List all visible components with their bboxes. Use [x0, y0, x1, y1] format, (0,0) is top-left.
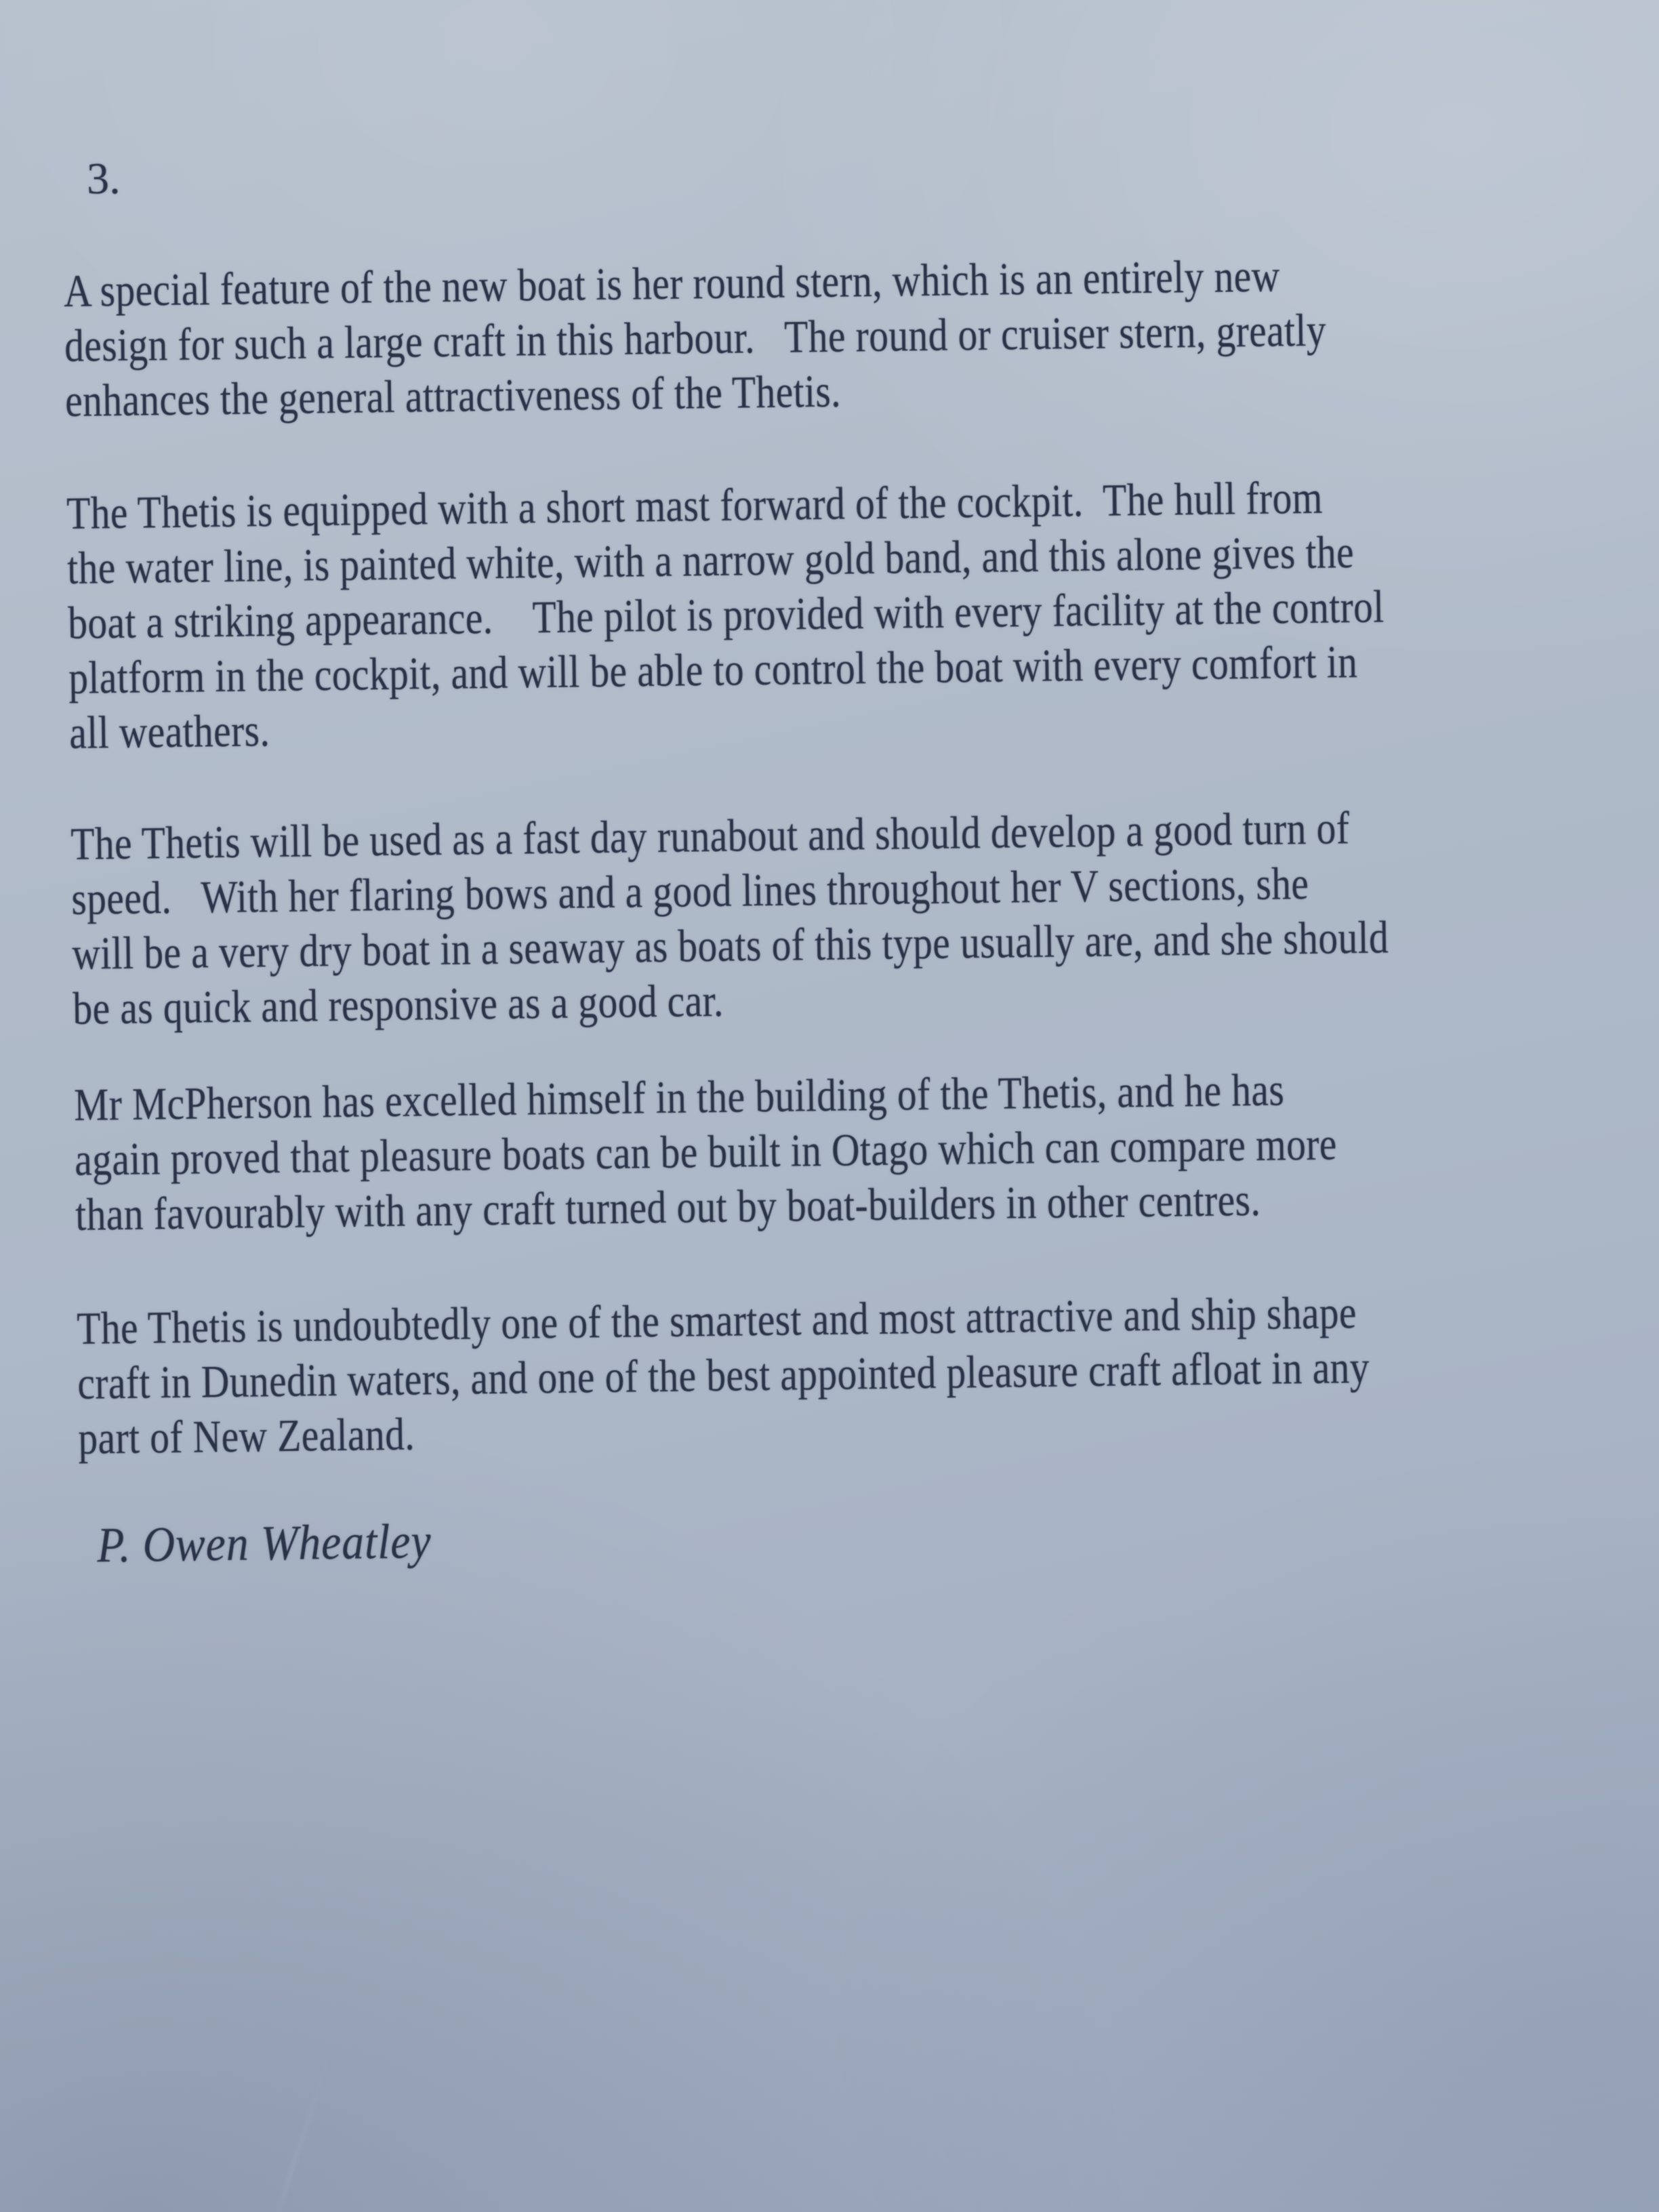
text-line: design for such a large craft in this harbour. The round or cruiser stern, greatly: [64, 304, 1327, 372]
text-line: A special feature of the new boat is her round stern, which is an entirely new: [63, 249, 1280, 317]
text-line: all weathers.: [68, 704, 270, 759]
text-line: the water line, is painted white, with a narrow gold band, and this alone gives the: [66, 526, 1355, 594]
text-line: will be a very dry boat in a seaway as boats of this type usually are, and she should: [71, 911, 1389, 979]
text-line: part of New Zealand.: [77, 1408, 415, 1464]
text-line: be as quick and responsive as a good car.: [72, 974, 724, 1034]
text-line: again proved that pleasure boats can be built in Otago which can compare more: [74, 1118, 1338, 1185]
paragraph: [70, 800, 1390, 1036]
text-line: enhances the general attractiveness of the Thetis.: [64, 365, 842, 427]
text-line: The Thetis will be used as a fast day runabout and should develop a good turn of: [70, 802, 1350, 870]
text-line: speed. With her flaring bows and a good lines throughout her V sections, she: [70, 857, 1309, 925]
text-line: The Thetis is undoubtedly one of the smartest and most attractive and ship shape: [76, 1286, 1357, 1354]
text-line: than favourably with any craft turned out by boat-builders in other centres.: [75, 1173, 1261, 1240]
text-line: The Thetis is equipped with a short mast forward of the cockpit. The hull from: [66, 471, 1324, 539]
paragraph: [66, 470, 1386, 760]
text-line: boat a striking appearance. The pilot is provided with every facility at the control: [67, 580, 1385, 649]
page-number: 3.: [86, 154, 121, 204]
text-line: Mr McPherson has excelled himself in the building of the Thetis, and he has: [73, 1063, 1285, 1130]
paragraph: [77, 1285, 1371, 1466]
paragraph: [64, 248, 1328, 428]
text-line: platform in the cockpit, and will be able to control the boat with every comfort in: [68, 636, 1358, 704]
signature: P. Owen Wheatley: [96, 1513, 432, 1573]
paragraph: [74, 1062, 1338, 1242]
text-line: craft in Dunedin waters, and one of the best appointed pleasure craft afloat in any: [77, 1340, 1370, 1409]
